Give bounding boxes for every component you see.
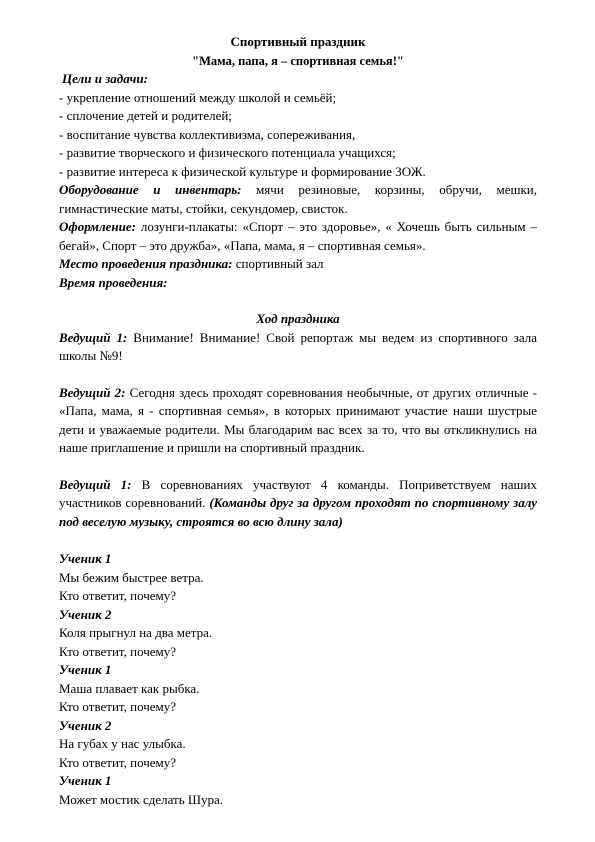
equipment-label: Оборудование и инвентарь: [59, 182, 242, 197]
decoration-paragraph [59, 218, 537, 255]
stage-direction: (Команды друг за другом проходят по спортивному залу под веселую музыку, строятся во всю длину зала) [59, 495, 537, 529]
poem-line: Кто ответит, почему? [59, 643, 177, 659]
poem-line: Коля прыгнул на два метра. [59, 625, 213, 640]
goals-heading [59, 70, 537, 89]
goal-item: - сплочение детей и родителей; [59, 108, 232, 123]
speaker-label: Ученик 2 [59, 717, 112, 733]
host2-text: Сегодня здесь проходят соревнования необычные, от других отличные - «Папа, мама, я - спортивная семья», в которых принимают участие наши шустрые дети и уважаемые родители. Мы благодарим вас всех за то, что вы откликнулись на наше приглашение и пришли на спортивный праздник. [59, 384, 537, 455]
goals-list [59, 89, 537, 182]
equipment-paragraph [59, 181, 537, 218]
decoration-label: Оформление: [59, 219, 136, 234]
host1-label: Ведущий 1: [59, 329, 128, 345]
time-paragraph [59, 274, 537, 293]
speaker-label: Ученик 1 [59, 773, 112, 788]
course-heading: Ход праздника [256, 311, 340, 326]
goal-item: - развитие интереса к физической культуре и формирование ЗОЖ. [59, 163, 426, 179]
time-label: Время проведения: [59, 274, 168, 290]
poem-line: Маша плавает как рыбка. [59, 680, 200, 696]
goal-item: - укрепление отношений между школой и семьёй; [59, 89, 337, 105]
document-page [59, 33, 537, 809]
speaker-label: Ученик 1 [59, 551, 112, 566]
host1-label: Ведущий 1: [59, 476, 132, 492]
goal-item: - воспитание чувства коллективизма, сопереживания, [59, 126, 356, 142]
venue-label: Место проведения праздника: [59, 256, 233, 271]
goal-item: - развитие творческого и физического потенциала учащихся; [59, 145, 396, 160]
host2-label: Ведущий 2: [59, 384, 126, 400]
venue-paragraph [59, 255, 537, 274]
host1-teams-text: В соревнованиях участвуют 4 команды. Поприветствуем наших участников соревнований. [59, 476, 537, 510]
poem-line: На губах у нас улыбка. [59, 736, 186, 751]
spacer [59, 531, 537, 550]
poem-line: Может мостик сделать Шура. [59, 791, 224, 807]
venue-text: спортивный зал [232, 256, 324, 271]
host1-intro-text: Внимание! Внимание! Свой репортаж мы ведем из спортивного зала школы №9! [59, 329, 537, 363]
decoration-text: лозунги-плакаты: «Спорт – это здоровье», « Хочешь быть сильным – бегай», Спорт – это дружба», «Папа, мама, я – спортивная семья». [59, 219, 537, 253]
poem-line: Кто ответит, почему? [59, 754, 177, 770]
document-subtitle: "Мама, папа, я – спортивная семья!" [192, 53, 404, 68]
document-title: Спортивный праздник [230, 34, 366, 49]
equipment-text: мячи резиновые, корзины, обручи, мешки, гимнастические маты, стойки, секундомер, свисток. [59, 182, 537, 216]
goals-heading-label: Цели и задачи: [62, 71, 148, 86]
speaker-label: Ученик 1 [59, 662, 112, 677]
poem-dialog [59, 550, 537, 809]
poem-line: Мы бежим быстрее ветра. [59, 569, 204, 585]
speaker-label: Ученик 2 [59, 606, 112, 622]
spacer [59, 292, 537, 310]
host1-teams-paragraph [59, 476, 537, 532]
spacer [59, 366, 537, 384]
host2-paragraph [59, 384, 537, 458]
host1-intro-paragraph [59, 329, 537, 366]
poem-line: Кто ответит, почему? [59, 699, 177, 714]
spacer [59, 458, 537, 476]
poem-line: Кто ответит, почему? [59, 588, 177, 603]
